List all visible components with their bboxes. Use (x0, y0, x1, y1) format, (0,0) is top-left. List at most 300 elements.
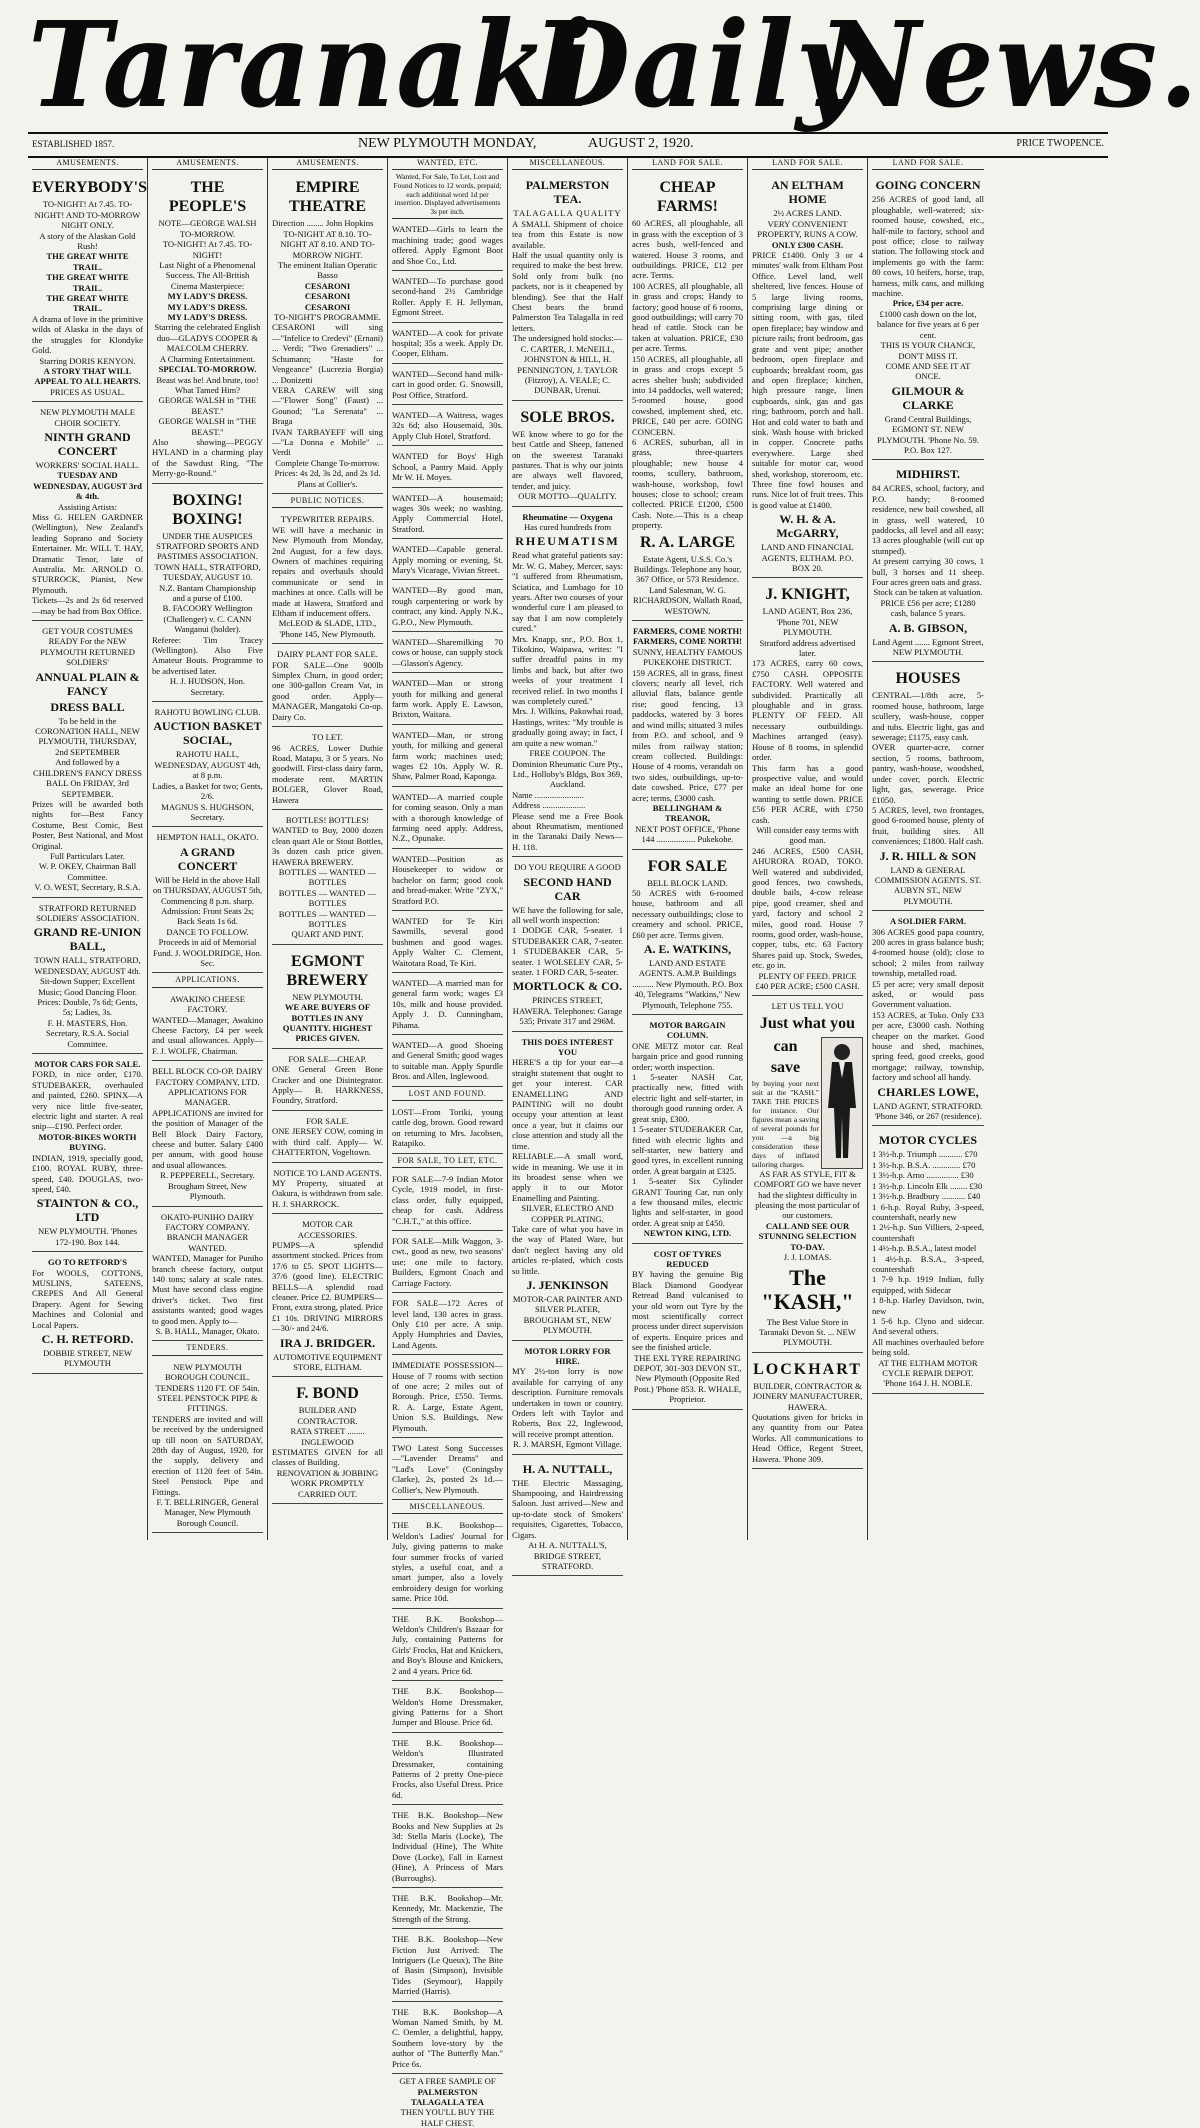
ad-text: THE EXL TYRE REPAIRING DEPOT, 301-303 DEVON ST., New Plymouth (Opposite Red Post.) 'Phone 853. R. WHALE, Proprietor. (633, 1352, 742, 1405)
ad-title: MOTOR-BIKES WORTH BUYING. (38, 1131, 137, 1153)
ad-egmont-brewery (272, 947, 383, 1049)
ad-text: Please send me a Free Book about Rheumatism, mentioned in the Taranaki Daily News—H. 118. (512, 810, 623, 852)
section-header: PUBLIC NOTICES. (272, 496, 383, 508)
ad-text: A SMALL Shipment of choice tea from this Estate is now available. (512, 218, 623, 250)
list-item: 1 4½-h.p. B.S.A., latest model (872, 1243, 977, 1254)
ad-choir (32, 404, 143, 621)
classified-ad: LOST—From Toriki, young cattle dog, brown. Good reward on returning to Mrs. Jacobsen, Ratapiko. (392, 1104, 503, 1154)
ad-boxing (152, 486, 263, 703)
ad-text: SPECIAL TO-MORROW. (158, 364, 257, 375)
ad-motor-cycles (872, 1128, 984, 1393)
classified-ad: THE B.K. Bookshop—Weldon's Illustrated Dressmaker, containing Patterns of 2 pretty One-piece Frocks, also Useful Dress. Price 6d. (392, 1735, 503, 1805)
ad-text: Starring DORIS KENYON. (39, 355, 136, 366)
section-header: AMUSEMENTS. (152, 158, 263, 170)
ad-text: Prizes will be awarded both nights for—Best Fancy Costume, Best Comic, Best Poster, Best National, and Most Original. (32, 798, 143, 851)
ad-text: GET A FREE SAMPLE OF (399, 2076, 496, 2087)
classified-ad: WANTED—A housemaid; wages 30s week; no washing. Apply Commercial Hotel, Stratford. (392, 490, 503, 540)
classified-ad: WANTED—Capable general. Apply morning or evening, St. Mary's Vicarage, Vivian Street. (392, 541, 503, 580)
ad-title: THIS DOES INTEREST YOU (521, 1036, 614, 1058)
ad-title: CHEAP FARMS! (656, 179, 719, 216)
classified-ad: WANTED—A married couple for coming season. Only a man with a thorough knowledge of farming need apply. Address, N.Z., Opunake. (392, 789, 503, 849)
ad-text: GET YOUR COSTUMES READY For the NEW PLYMOUTH RETURNED SOLDIERS' (40, 626, 135, 668)
ad-text: PRICES AS USUAL. (50, 386, 125, 397)
masthead-title-left: Taranaki (28, 0, 595, 135)
ad-text: F. T. BELLRINGER, General Manager, New Plymouth Borough Council. (156, 1497, 259, 1528)
ad-text: MY LADY'S DRESS. (167, 312, 248, 323)
ad-text: WORKERS' SOCIAL HALL. (35, 459, 140, 470)
ad-title: EVERYBODY'S (32, 179, 148, 197)
ad-dairy-plant (272, 646, 383, 727)
ad-text: FOR SALE—One 900lb Simplex Churn, in good order; one 300-gallon Cream Vat, in good order. Apply— MANAGER, Mangatoki Co-op. Dairy Co. (272, 659, 383, 722)
ad-jersey-cow (272, 1113, 383, 1163)
ad-typewriter (272, 511, 383, 644)
ad-text: NEW PLYMOUTH. (292, 991, 363, 1002)
ad-midhirst (872, 462, 984, 662)
ad-text: CENTRAL—1/8th acre, 5-roomed house, bathroom, large scullery, wash-house, copper and tubs. Electric light, gas and sewerage; £1175, easy cash. (872, 690, 984, 743)
ad-bottles (272, 812, 383, 945)
price: PRICE TWOPENCE. (1016, 138, 1104, 149)
ad-text: R. PEPPERELL, Secretary. Brougham Street, New Plymouth. (160, 1170, 255, 1202)
ad-title: C. H. RETFORD. (41, 1331, 134, 1346)
ad-text: 1 DODGE CAR, 5-seater. 1 STUDEBAKER CAR, 7-seater. 1 STUDEBAKER CAR, 5-seater. 1 WOLSELEY CAR, 5-seater. 1 FORD CAR, 5-seater. (512, 925, 623, 977)
section-header: APPLICATIONS. (152, 975, 263, 987)
ad-text: 150 ACRES, all ploughable, all in grass and crops except 5 acres shelter bush; subdivided into 14 paddocks, well watered; 5-roomed house, good cowshed, implement shed, etc. PRICE, £40 per acre. GOING CONCERN. (632, 353, 743, 437)
ad-text: TALAGALLA QUALITY (513, 208, 622, 219)
ad-title: TYPEWRITER REPAIRS. (280, 514, 375, 525)
ad-text: The Best Value Store in Taranaki Devon St. ... NEW PLYMOUTH. (759, 1316, 856, 1348)
list-item: 1 3½-h.p. Lincoln Elk ........ £30 (872, 1180, 983, 1191)
ad-title: COST OF TYRES REDUCED (653, 1248, 722, 1269)
ad-text: A drama of love in the primitive wilds of Alaska in the days of the struggles for Klondyke Gold. (32, 313, 143, 356)
ad-text: WE will have a mechanic in New Plymouth from Monday, 2nd August, for a few days. Owners of machines requiring repairs and overhauls should communicate or send in machines at once. Calls will be made at Hawera, Stratford and Eltham if inducement offers. (272, 524, 383, 619)
ad-text: WE have the following for sale, all well worth inspection: (512, 904, 623, 925)
ad-text: CESARONI (304, 291, 351, 302)
ad-text: APPLICATIONS are invited for the position of Manager of the Bell Block Dairy Factory, cheese and butter. Salary £400 per annum, with good house and usual allowances. (152, 1107, 263, 1170)
ad-text: NEW PLYMOUTH. 'Phones 172-190. Box 144. (37, 1226, 138, 1247)
ad-soldier-farm (872, 913, 984, 1126)
ad-text: McLEOD & SLADE, LTD., 'Phone 145, New Plymouth. (278, 618, 377, 639)
classified-ad: FOR SALE—172 Acres of level land, 130 acres in grass. Only £10 per acre. A snip. Apply Humphries and Davies, Land Agents. (392, 1295, 503, 1355)
list-item: 1 6-h.p. Royal Ruby, 3-speed, countershaft, nearly new (872, 1201, 984, 1222)
ad-text: Read what grateful patients say: Mr. W. G. Mabey, Mercer, says: "I suffered from Rheumatism, Sciatica, and Lumbago for 10 years. After two courses of your wonderful cure I am pleased to say that I am now completely cured." (512, 550, 623, 634)
ad-title: J. R. HILL & SON (879, 848, 977, 863)
ad-text: TOWN HALL, STRATFORD, (34, 955, 141, 966)
ad-text: C. CARTER, J. McNEILL, JOHNSTON & HILL, H. PENNINGTON, J. TAYLOR (Fitzroy), A. VEALE; C. DUNBAR, Urenui. (517, 343, 618, 396)
ad-title: THE PEOPLE'S (168, 179, 247, 216)
ad-text: PUMPS—A splendid assortment stocked. Prices from 17/6 to £5. SPOT LIGHTS—37/6 (good line). ELECTRIC BELLS—A splendid road cleaner. Price £2. BUMPERS—Front, extra strong, plated. Price £1 10s. DRIVING MIRRORS—30/- and 24/6. (272, 1239, 383, 1334)
ad-text: BOTTLES — WANTED — BOTTLES (278, 887, 377, 909)
ad-title: PALMERSTON TEA. (525, 178, 610, 207)
masthead (28, 0, 1200, 135)
ad-text: BY having the genuine Big Black Diamond Goodyear Retread Band vulcanised to your old worn out Tyre by the most scientifically correct process under direct supervision of experts. Enquire prices and see the finished article. (632, 1269, 743, 1353)
ad-text: Direction ........ John Hopkins (272, 218, 374, 229)
ad-text: 50 ACRES with 6-roomed house, bathroom and all necessary outbuildings; close to creamery and school. PRICE, £60 per acre. Terms given. (632, 887, 743, 940)
list-item: 1 3½-h.p. B.S.A. ............. £70 (872, 1159, 976, 1170)
ad-text: Full Particulars Later. (50, 850, 125, 861)
ad-title: OKATO-PUNIHO DAIRY FACTORY COMPANY. (160, 1211, 255, 1232)
ad-text: MY LADY'S DRESS. (167, 301, 248, 312)
ad-text: MOTOR-CAR PAINTER AND SILVER PLATER, BROUGHAM ST., NEW PLYMOUTH. (512, 1293, 623, 1336)
ad-text: THEN YOU'LL BUY THE HALF CHEST. (400, 2107, 495, 2128)
ad-awakino (152, 991, 263, 1061)
ad-text: ONE General Green Bone Cracker and one Disintegrator. Apply— B. HARKNESS, Foundry, Stratford. (272, 1064, 383, 1106)
ad-text: A Charming Entertainment. (159, 353, 256, 364)
ad-text: APPLICATIONS FOR MANAGER. (167, 1087, 248, 1108)
ad-text: 96 ACRES, Lower Duthie Road, Matapu, 3 or 5 years. No goodwill. First-class dairy farm, moderate rent. MARTIN BOLGER, Glover Road, Hawera (272, 742, 383, 805)
classified-ad: THE B.K. Bookshop—New Books and New Supplies at 2s 3d: Stella Maris (Locke), The Individual (Hine), The White Dove (Locke), Fall in Earnest (Hine), A Princess of Mars (Burroughs). (392, 1807, 503, 1888)
ad-text: Miss G. HELEN GARDNER (Wellington), New Zealand's leading Soprano and Society Entertainer. Mr. WILL T. HAY, Dramatic Tenor, late of Australia. Mr. ARNOLD O. STURROCK, Pianist, New Plymouth. (32, 511, 143, 595)
classified-ad: WANTED—Sharemilking 70 cows or house, can supply stock—Glasson's Agency. (392, 634, 503, 673)
ad-text: Half the usual quantity only is required to make the best brew. Sold only from bulk (no packets, nor is it cheapened by blending). See that the Half Chest bears the brand Palmerston Tea Talagalla in red letters. (512, 250, 623, 333)
ad-title: MOTOR CAR ACCESSORIES. (297, 1219, 358, 1240)
column-4 (388, 158, 508, 2128)
ad-text: CALL AND SEE OUR STUNNING SELECTION TO-DAY. (758, 1220, 857, 1252)
ad-title: SECOND HAND CAR (523, 874, 612, 903)
ad-text: This farm has a good prospective value, and would make an ideal home for one wanting to settle down. PRICE £56 PER ACRE, with £750 cash. (752, 762, 863, 825)
ad-text: 1 5-seater STUDEBAKER Car, fitted with electric lights and self-starter, new battery and good tyres, in excellent running order. A great bargain at £325. (632, 1124, 743, 1176)
ad-second-hand-car (512, 859, 623, 1031)
ad-title: DAIRY PLANT FOR SALE. (277, 649, 378, 660)
ad-title: J. JENKINSON (526, 1277, 609, 1292)
ad-text: TENDERS 1120 FT. OF 54in. STEEL PENSTOCK PIPE & FITTINGS. (155, 1382, 260, 1414)
ad-title: W. H. & A. McGARRY, (776, 512, 839, 541)
ad-dress-ball (32, 623, 143, 898)
ad-text: TO-NIGHT AT 8.10. TO-NIGHT AT 8.10. AND TO-MORROW NIGHT. (280, 228, 375, 260)
ad-title: Just what you (759, 1014, 856, 1032)
ad-text: Estate Agent, U.S.S. Co.'s Buildings. Telephone any hour, 367 Office, or 573 Residence. (633, 553, 742, 585)
ad-text: The undersigned hold stocks:— (512, 333, 623, 344)
ad-text: CESARONI (304, 301, 351, 312)
ad-text: by buying your next suit at the "KASH." TAKE THE PRICES for instance. Our figures mean a saving of several pounds for you —a big consideration these days of inflated tailoring charges. (752, 1078, 819, 1169)
ad-text: HERE'S a tip for your ear—a straight statement that ought to get your interest. CAR ENAMELLING AND PAINTING will no doubt occupy your attention at least once a year, but it claims our close attention and study all the time. (512, 1057, 623, 1151)
ad-text: AT THE ELTHAM MOTOR CYCLE REPAIR DEPOT. (878, 1357, 978, 1378)
ad-text: LAND AND FINANCIAL AGENTS, ELTHAM. P.O. BOX 20. (761, 542, 854, 573)
ad-text: Referee: Tim Tracey (Wellington). Also Five Amateur Bouts. Programme to be advertised later. (152, 634, 263, 676)
ad-text: WANTED to Buy, 2000 dozen clean quart Ale or Stout Bottles, 3s dozen cash price given. HAWERA BREWERY. (272, 825, 383, 867)
ad-text: PRINCES STREET, HAWERA. Telephones: Garage 535; Private 317 and 296M. (512, 995, 623, 1027)
ad-text: NEXT POST OFFICE, 'Phone 144 .................. Pukekohe. (635, 823, 740, 845)
ad-rheumatine (512, 509, 623, 858)
ad-text: MY LADY'S DRESS. (167, 291, 248, 302)
ad-text: Has cured hundreds from (523, 521, 612, 532)
classified-ad: WANTED—Man or strong youth for milking and general farm work. Apply E. Lawson, Brixton, Waitara. (392, 675, 503, 725)
ad-title: FOR SALE (647, 857, 728, 875)
section-header: LAND FOR SALE. (872, 158, 984, 170)
ad-text: J. J. LOMAS. (783, 1252, 832, 1263)
list-item: 1 5-6 h.p. Clyno and sidecar. And several others. (872, 1315, 984, 1337)
ad-text: Grand Central Buildings, EGMONT ST. NEW PLYMOUTH. 'Phone No. 59. P.O. Box 127. (877, 413, 979, 455)
ad-text: CESARONI will sing—"Infelice to Credevi" (Ernani) ... Verdi; "Two Grenadiers" ... Schumann; "Haste for Vengeance" (Lucrezia Borgia) ... Donizetti (272, 322, 383, 385)
ad-text: V. O. WEST, Secretary, R.S.A. (34, 882, 141, 893)
ad-text: Proceeds in aid of Memorial Fund. J. WOOLDRIDGE, Hon. Sec. (153, 937, 262, 968)
column-7 (748, 158, 868, 1540)
section-header: AMUSEMENTS. (272, 158, 383, 170)
classified-ad: THE B.K. Bookshop—New Fiction Just Arrived: The Intriguers (Le Queux), The Bite of Basin (Simpson), Invisible Tides (Seymour), Happily Married (Harris). (392, 1931, 503, 2001)
ad-text: PRICE £1400. Only 3 or 4 minutes' walk from Eltham Post Office. Level land, well sheltered, live fences. House of 5 large living rooms, comprising large dining or sitting room, with gas, tiled open fireplace; bay window and picture rails; front bedroom, gas grate and vent pipe; another bedroom, open fireplace and cupboards; breakfast room, gas and open fireplace; kitchen, high pressure range, linen cupboards, sink, gas and gas ring; bathroom, porch and hall. Hot and cold water to bath and sink. Wash house with bricked in copper. Concrete paths everywhere. Large shed suitable for motor car, wood shed, workshop, storeroom, etc. Three fine fowl houses and runs. Nice lot of fruit trees. This is good value at £1400. (752, 250, 863, 510)
ad-text: Land Agent ....... Egmont Street, NEW PLYMOUTH. (872, 636, 984, 658)
ad-text: MY 2½-ton lorry is now available for carrying of any description. Furniture removals undertaken in town or country. Orders left with Taylor and Roberts, Box 22, Inglewood, will receive prompt attention. (512, 1366, 623, 1439)
classified-ad: WANTED—To purchase good second-hand 2½ Cambridge Roller. Apply F. H. Jellyman, Egmont Street. (392, 273, 503, 323)
ad-to-let (272, 729, 383, 810)
ad-text: INDIAN, 1919, specially good, £100. ROYAL RUBY, three-speed, £40. DOUGLAS, two-speed, £40. (32, 1152, 143, 1194)
ad-title: BOTTLES! BOTTLES! (285, 814, 370, 825)
ad-eltham-home (752, 173, 863, 578)
ad-text: BOTTLES — WANTED — BOTTLES (278, 866, 377, 888)
section-header: TENDERS. (152, 1343, 263, 1355)
ad-text: DANCE TO FOLLOW. (166, 926, 249, 937)
section-header: LAND FOR SALE. (632, 158, 743, 170)
classified-ad: WANTED for Boys' High School, a Pantry Maid. Apply Mr W. H. Moyes. (392, 448, 503, 487)
ad-empire (272, 173, 383, 494)
ad-text: Ladies, a Basket for two; Gents, 2/6. (152, 780, 263, 802)
ad-title: The "KASH," (761, 1264, 854, 1314)
ad-text: Starring the celebrated English duo—GLADYS COOPER & MALCOLM CHERRY. (154, 322, 261, 354)
ad-text: Also showing—PEGGY HYLAND in a charming play of the Sawdust Ring, "The Merry-go-Round." (152, 436, 263, 479)
ad-text: RAHOTU BOWLING CLUB. (154, 707, 261, 718)
ad-text: IVAN TARBAYEFF will sing—"La Donna e Mobile" ... Verdi (272, 426, 383, 458)
classified-ad: WANTED—Position as Housekeeper to widow or bachelor on farm; good cook and bread-maker. Write "ZYX," Stratford P.O. (392, 851, 503, 911)
ad-tyres (632, 1246, 743, 1410)
ad-text: TOWN HALL, STRATFORD, TUESDAY, AUGUST 10. (154, 561, 261, 583)
established: ESTABLISHED 1857. (32, 139, 115, 149)
ad-motor-cars (32, 1056, 143, 1252)
ad-text: B. FACOORY Wellington (Challenger) v. C. CANN Wanganui (holder). (162, 603, 253, 635)
classified-ad: WANTED—Man, or strong youth, for milking and general farm work; machines used; wages £2 10s. Apply W. R. Shaw, Palmer Road, Kaponga. (392, 727, 503, 787)
ad-text: NEW PLYMOUTH BOROUGH COUNCIL. (165, 1361, 250, 1383)
list-item: 1 4½-h.p. B.S.A., 3-speed, countershaft (872, 1253, 984, 1274)
classified-ad: WANTED—A cook for private hospital; 35s a week. Apply Dr. Cooper, Eltham. (392, 325, 503, 364)
classified-ad: WANTED—Second hand milk-cart in good order. G. Snowsill, Post Office, Stratford. (392, 366, 503, 405)
ad-title: IRA J. BRIDGER. (279, 1335, 376, 1350)
ad-title: DRESS BALL (50, 699, 125, 714)
section-header: WANTED, ETC. (392, 158, 503, 170)
ad-title: can (773, 1037, 798, 1055)
classified-ad: TWO Latest Song Successes—"Lavender Dreams" and "Lad's Love" (Coningsby Clarke), 2s, posted 2s 1d.—Collier's, New Plymouth. (392, 1440, 503, 1500)
ad-nuttall (512, 1457, 623, 1577)
ad-text: N.Z. Bantam Championship and a purse of £100. (159, 582, 256, 603)
ad-text: COME AND SEE IT AT ONCE. (885, 360, 971, 382)
ad-text: MY Property, situated at Oakura, is withdrawn from sale. H. J. SHARROCK. (272, 1177, 383, 1209)
ad-text: Will consider easy terms with good man. (756, 824, 859, 846)
ad-title: BELL BLOCK CO-OP. DAIRY FACTORY COMPANY, LTD. (152, 1066, 263, 1087)
ad-land-agents (272, 1165, 383, 1215)
ad-text: VERA CAREW will sing—"Flower Song" (Faust) ... Gounod; "La Serenata" ... Braga (272, 384, 383, 427)
ad-text: Last Night of a Phenomenal Success. The All-British Cinema Masterpiece: (159, 260, 256, 291)
classified-ad: WANTED—Girls to learn the machining trade; good wages offered. Apply Egmont Boot and Shoe Co., Ltd. (392, 221, 503, 271)
ad-text: Assisting Artists: (58, 501, 117, 512)
ad-text: Beast was he! And brute, too! What Tamed Him? (156, 374, 259, 395)
ad-title: LOCKHART (753, 1360, 862, 1378)
ad-text: A STORY THAT WILL APPEAL TO ALL HEARTS. (34, 365, 141, 387)
ad-title: MOTOR CYCLES (878, 1133, 978, 1148)
ad-text: To be held in the CORONATION HALL, NEW PLYMOUTH, THURSDAY, 2nd SEPTEMBER (35, 715, 140, 757)
ad-text: LAND AGENT, Box 236, 'Phone 701, NEW PLYMOUTH. (762, 606, 853, 638)
ad-text: NOTE—GEORGE WALSH TO-MORROW. (158, 218, 257, 239)
ad-cheap-farms (632, 173, 743, 621)
classified-ad: THE B.K. Bookshop—Mr. Kennedy, Mr. Mackenzie, The Strength of the Strong. (392, 1890, 503, 1929)
ad-title: AN ELTHAM HOME (771, 178, 844, 207)
ad-text: Take care of what you have in the way of Plated Ware, but don't neglect having any old articles re-plated, which costs so little. (512, 1223, 623, 1276)
classified-ad: FOR SALE—Milk Waggon, 3-cwt., good as new, two seasons' use; one mile to factory. Builders, Egmont Coach and Carriage Factory. (392, 1233, 503, 1293)
ad-lorry (512, 1343, 623, 1455)
ad-title: BOXING! BOXING! (172, 491, 243, 528)
ad-title: MOTOR LORRY FOR HIRE. (524, 1345, 611, 1366)
ad-text: R. J. MARSH, Egmont Village. (513, 1439, 622, 1450)
ad-text: PRICE £56 per acre; £1280 cash, balance 5 years. (880, 597, 976, 619)
ad-text: PLENTY OF FEED. PRICE £40 PER ACRE; £500 CASH. (755, 970, 860, 992)
ad-text: MAGNUS S. HUGHSON, Secretary. (161, 801, 254, 822)
ad-jenkinson (512, 1034, 623, 1341)
ad-text: At present carrying 30 cows, 1 bull, 3 horses and 11 sheep. Four acres green oats and grass. (872, 556, 984, 587)
ad-text: WANTED—Manager, Awakino Cheese Factory, £4 per week and usual allowances. Apply— F. J. WOLFE, Chairman. (152, 1014, 263, 1056)
ad-text: Name ....................... (512, 789, 585, 800)
ad-reunion-ball (32, 900, 143, 1054)
section-header: AMUSEMENTS. (32, 158, 143, 170)
ad-text: STRATFORD RETURNED SOLDIERS' ASSOCIATION. (36, 902, 139, 923)
ad-text: WEDNESDAY, AUGUST 4th. (34, 965, 141, 976)
list-item: 1 2½-h.p. Sun Villiers, 2-speed, countershaft (872, 1222, 984, 1243)
ad-title: EGMONT BREWERY (286, 952, 369, 989)
section-header: LAND FOR SALE. (752, 158, 863, 170)
ad-title: BELLINGHAM & TREANOR, (652, 802, 723, 824)
ad-cheap (272, 1051, 383, 1111)
list-item: 1 3½-h.p. Arno ............... £30 (872, 1170, 974, 1181)
ad-text: OVER quarter-acre, corner section, 5 rooms, bathroom, pantry, wash-house, woodshed, under cover, porch. Electric light, gas, sewerage. Price £1050. (872, 742, 984, 805)
ad-text: W. P. OKEY, Chairman Ball Committee. (38, 861, 137, 882)
ad-text: 6 ACRES, suburban, all in grass, three-quarters ploughable; new house 4 rooms, scullery, bathroom, wash-house, workshop, fowl houses; close to school; cream collected. PRICE £1200, £500 Cash. Note.—This is a cheap property. (632, 436, 743, 531)
ad-title: A SOLDIER FARM. (890, 916, 966, 927)
ad-text: LAND & GENERAL COMMISSION AGENTS. ST. AUBYN ST., NEW PLYMOUTH. (874, 864, 982, 906)
ad-title: J. KNIGHT, (765, 586, 850, 604)
ad-text: AS FAR AS STYLE, FIT & COMFORT GO we have never had the slightest difficulty in pleasing the most particular of our customers. (753, 1168, 862, 1221)
classified-ad: THE B.K. Bookshop—Weldon's Home Dressmaker, giving Patterns for a Short Jumper and Blouse. Price 6d. (392, 1683, 503, 1733)
ad-title: MOTOR BARGAIN COLUMN. (649, 1020, 726, 1041)
ad-text: Sit-down Supper; Excellent Music; Good Dancing Floor. (38, 976, 137, 997)
ad-text: Prices: Double, 7s 6d; Gents, 5s; Ladies, 3s. (37, 997, 138, 1018)
ad-text: ONLY £300 CASH. (771, 239, 844, 250)
ad-title: save (770, 1058, 801, 1076)
ad-text: FORD, in nice order, £170. STUDEBAKER, overhauled and painted, £260. SPINX—A very nice little five-seater, electric light and starter. A real snip—£190. Perfect order. (32, 1069, 143, 1132)
ad-text: 306 ACRES good papa country, 200 acres in grass balance bush; 4-roomed house (old); close to school; 2 miles from railway township, metalled road. (872, 926, 984, 979)
masthead-title-right: News. (818, 0, 1200, 135)
ad-text: ESTIMATES GIVEN for all classes of Building. (272, 1447, 383, 1468)
ad-text: AUTOMOTIVE EQUIPMENT STORE, ELTHAM. (273, 1351, 382, 1372)
ad-text: Stock can be taken at valuation. (873, 587, 983, 598)
list-item: 1 8-h.p. Harley Davidson, twin, new (872, 1295, 984, 1316)
ad-text: BRANCH MANAGER WANTED. (166, 1232, 249, 1253)
ad-title: STAINTON & CO., LTD (36, 1196, 139, 1225)
ad-text: WE know where to go for the best Cattle and Sheep, fattened on the sweetest Taranaki pastures. That is why our joints are always well flavored, tender, and juicy. (512, 428, 623, 491)
ad-text: LET US TELL YOU (771, 1001, 844, 1012)
ad-text: Complete Change To-morrow. Prices: 4s 2d, 3s 2d, and 2s 1d. Plans at Collier's. (274, 457, 381, 489)
ad-title: CHARLES LOWE, (877, 1084, 979, 1099)
ad-text: DOBBIE STREET, NEW PLYMOUTH (43, 1347, 132, 1369)
man-figure-illustration (821, 1037, 863, 1169)
ad-bell-block-land (632, 852, 743, 1015)
ad-title: FARMERS, COME NORTH! FARMERS, COME NORTH! (632, 626, 743, 647)
classified-ad: WANTED—A good Shoeing and General Smith; good wages to suitable man. Apply Spurdle Bros. and Allen, Inglewood. (392, 1037, 503, 1087)
masthead-title-mid: Daily (533, 0, 863, 135)
ad-text: WANTED, Manager for Puniho branch cheese factory, output 140 tons; salary at scale rates. Must have second class engine driver's ticket. Two first assistants wanted; good wages to good men. Apply to— (152, 1253, 263, 1326)
issue-date: AUGUST 2, 1920. (588, 136, 694, 151)
ad-sole-bros (512, 403, 623, 507)
ad-text: SILVER, ELECTRO AND COPPER PLATING. (521, 1203, 614, 1224)
ad-title: AWAKINO CHEESE FACTORY. (170, 993, 245, 1015)
ad-text: BUILDER AND CONTRACTOR. (297, 1405, 358, 1426)
place-date: NEW PLYMOUTH MONDAY, (358, 136, 537, 151)
ad-text: 1 5-seater Six Cylinder GRANT Touring Car, run only a few thousand miles, electric lights and self-starter, in good order. A great snip at £450. (632, 1176, 743, 1228)
ad-title: NINTH GRAND CONCERT (44, 429, 131, 458)
ad-text: TO-NIGHT! At 7.45. TO-NIGHT! (162, 239, 253, 260)
ad-text: PALMERSTON TALAGALLA TEA (411, 2086, 484, 2107)
ad-text: GEORGE WALSH in "THE BEAST." (158, 395, 257, 416)
ad-text: RATA STREET ........ INGLEWOOD (290, 1426, 365, 1447)
ad-text: BELL BLOCK LAND. (647, 877, 728, 888)
ad-text: TO-NIGHT'S PROGRAMME. (274, 312, 381, 323)
ad-title: GO TO RETFORD'S (48, 1257, 127, 1268)
dateline (28, 132, 1108, 158)
ad-text: ONE METZ motor car. Real bargain price and good running order; worth inspection. (632, 1040, 743, 1072)
ad-text: THE GREAT WHITE TRAIL. (46, 251, 129, 272)
ad-lockhart (752, 1355, 863, 1469)
ad-title: FOR SALE—CHEAP. (288, 1053, 367, 1064)
ad-text: FREE COUPON. The Dominion Rheumatic Cure Pty., Ltd., Holloby's Bldgs, Box 369, Auckland. (512, 748, 623, 790)
list-item: 1 7-9 h.p. 1919 Indian, fully equipped, with Sidecar (872, 1274, 984, 1295)
ad-text: The eminent Italian Operatic Basso (277, 260, 378, 281)
ad-text: THE GREAT WHITE TRAIL. (46, 272, 129, 293)
ad-text: For WOOLS, COTTONS, MUSLINS, SATEENS, CREPES And All General Drapery. Agent for Sewing Machines and Colonial and Local Papers. (32, 1267, 143, 1330)
ad-text: UNDER THE AUSPICES STRATFORD SPORTS AND PASTIMES ASSOCIATION. (156, 530, 259, 562)
ad-text: TO-NIGHT! At 7.45. TO-NIGHT! AND TO-MORROW NIGHT ONLY. (34, 199, 141, 231)
ad-title: A. E. WATKINS, (643, 942, 732, 956)
list-item: 1 3½-h.p. Bradbury ........... £40 (872, 1191, 981, 1202)
ad-text: 153 ACRES, at Toko. Only £33 per acre, £3000 cash. Nothing cheaper on the market. Good house and shed, machines, spring feed, good creeks, good mortgage; railway, township, factory and school all handy. (872, 1009, 984, 1083)
ad-title: GILMOUR & CLARKE (891, 383, 965, 412)
classified-ad: WANTED for Te Kiri Sawmills, several good bushmen and good wages. Apply Walter C. Clement, Waitotara Road, Te Kiri. (392, 913, 503, 973)
ad-text: QUART AND PINT. (291, 929, 364, 940)
ad-text: THE GREAT WHITE TRAIL. (46, 293, 129, 314)
ad-text: 'Phone 164 J. H. NOBLE. (883, 1378, 973, 1389)
ad-text: Quotations given for bricks in any quantity from our Patea Works. All communications to Head Office, Regent Street, Hawera. 'Phone 309. (752, 1411, 863, 1464)
column-1 (28, 158, 148, 1540)
ad-text: HEMPTON HALL, OKATO. (156, 832, 259, 843)
ad-retford (32, 1254, 143, 1374)
list-item: 1 3½-h.p. Triumph ........... £70 (872, 1149, 978, 1160)
ad-hempton (152, 829, 263, 973)
ad-text: TENDERS are invited and will be received by the undersigned up till noon on SATURDAY, 28th day of August, 1920, for the supply, delivery and erection of 1120 feet of 54in. Steel Penstock Pipe and Fittings. (152, 1413, 263, 1497)
ad-text: Stratford address advertised later. (759, 637, 856, 659)
ad-text: THE Electric Massaging, Shampooing, and Hairdressing Saloon. Just arrived—New and up-to-date stock of Smokers' requisites, Cigarettes, Tobacco, Cigars. (512, 1477, 623, 1540)
ad-text: H. J. HUDSON, Hon. Secretary. (169, 676, 246, 697)
ad-text: 100 ACRES, all ploughable, all in grass and crops; Handy to factory; good house of 6 rooms, good outbuildings; will carry 70 head of cattle. Stock can be taken at valuation. PRICE, £30 per acre. Terms. (632, 280, 743, 354)
ad-title: FOR SALE. (306, 1115, 349, 1126)
classified-ad: WANTED—A Waitress, wages 32s 6d; also Housemaid, 30s. Apply Club Hotel, Stratford. (392, 407, 503, 446)
ad-text: 256 ACRES of good land, all ploughable, well-watered; six-roomed house, cowshed, etc., half-mile to factory, school and post office; close to railway station. The following stock and implements go with the farm: 80 cows, 10 heifers, horse, trap, harness, milk cans, and milking machine. (872, 194, 984, 299)
ad-text: 246 ACRES, £500 CASH, AHURORA ROAD, TOKO. Well watered and subdivided, good fences, two cowsheds, double bails, 4-cow release pipe, good creamer, shed and yard, factory and school 2 miles, good road. House 7 rooms, good order, wash-house, copper, tubs, etc. 63 Factory Shares paid up. Stock, Swedes, etc. go in. (752, 845, 863, 971)
ad-text: 1 5-seater NASH Car, practically new, fitted with electric light and self-starter, in thorough good running order. A great snip, £300. (632, 1072, 743, 1124)
ad-title: NEWTON KING, LTD. (643, 1228, 732, 1239)
ad-motor-accessories (272, 1216, 383, 1377)
ad-text: Will be Held in the above Hall on THURSDAY, AUGUST 5th, Commencing 8 p.m. sharp. Admission: Front Seats 2s; Back Seats 1s 6d. (152, 874, 263, 927)
ad-houses (872, 664, 984, 911)
ad-peoples (152, 173, 263, 483)
ad-bond (272, 1379, 383, 1504)
ad-knight (752, 580, 863, 996)
ad-text: BOTTLES — WANTED — BOTTLES (278, 908, 377, 929)
ad-text: And followed by a CHILDREN'S FANCY DRESS BALL On FRIDAY, 3rd SEPTEMBER. (33, 757, 142, 799)
ad-text: Mrs. Knapp, snr., P.O. Box 1, Tikokino, Waipawa, writes: "I suffer dreadful pains in my limbs and back, but after two weeks of your treatment I received relief. In two months I was completely cured." (512, 633, 623, 707)
ad-text: WE ARE BUYERS OF BOTTLES IN ANY QUANTITY. HIGHEST PRICES GIVEN. (282, 1002, 373, 1044)
